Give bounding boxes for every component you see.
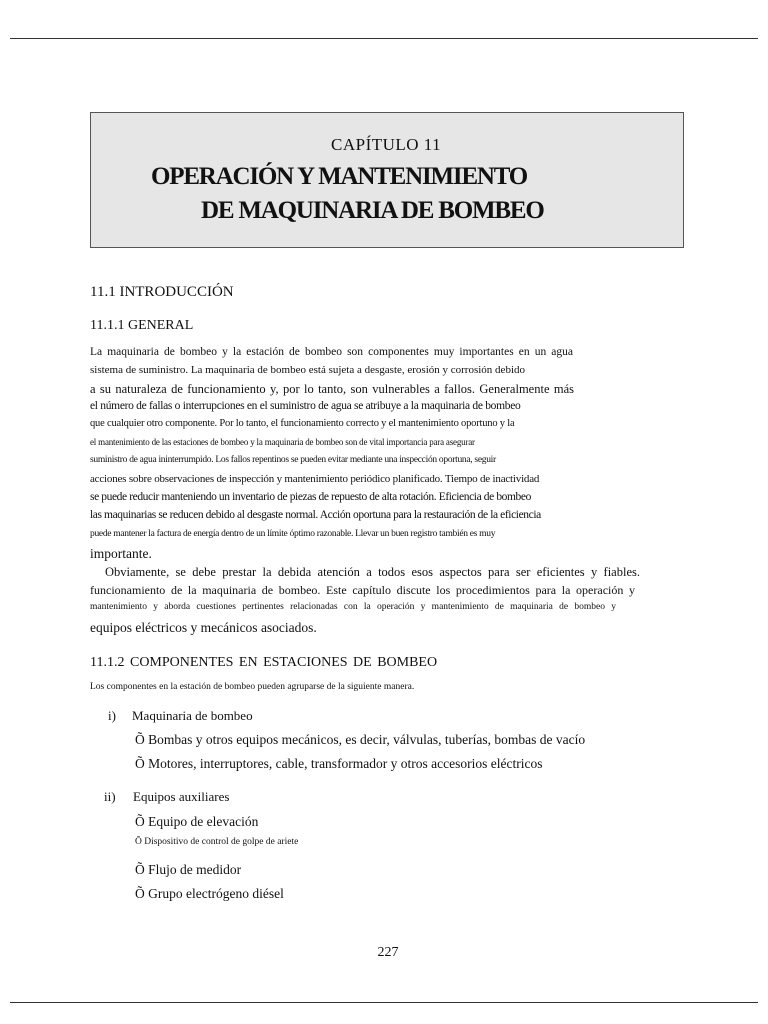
list-item: Õ Bombas y otros equipos mecánicos, es decir, válvulas, tuberías, bombas de vacío bbox=[135, 732, 586, 747]
list-item: Õ Dispositivo de control de golpe de ariete bbox=[135, 837, 299, 847]
subsection-heading-general: 11.1.1 GENERAL bbox=[90, 318, 194, 333]
paragraph-line: importante. bbox=[90, 546, 152, 561]
paragraph-line: se puede reducir manteniendo un inventario de piezas de repuesto de alta rotación. Eficiencia de bombeo bbox=[90, 491, 531, 503]
paragraph-line: puede mantener la factura de energía dentro de un límite óptimo razonable. Llevar un buen registro también es muy bbox=[90, 529, 496, 539]
list-item: Õ Grupo electrógeno diésel bbox=[135, 886, 284, 901]
paragraph-line: sistema de suministro. La maquinaria de bombeo está sujeta a desgaste, erosión y corrosión debido bbox=[90, 364, 525, 376]
paragraph-line: las maquinarias se reducen debido al desgaste normal. Acción oportuna para la restauración de la eficiencia bbox=[90, 509, 541, 521]
list-item: Õ Equipo de elevación bbox=[135, 814, 259, 829]
list-marker: i) bbox=[108, 708, 116, 723]
paragraph-line: acciones sobre observaciones de inspección y mantenimiento periódico planificado. Tiempo de inactividad bbox=[90, 473, 540, 485]
list-item: Õ Flujo de medidor bbox=[135, 862, 242, 877]
chapter-title-box bbox=[90, 112, 684, 248]
top-rule bbox=[10, 38, 758, 39]
bottom-rule bbox=[10, 1002, 758, 1003]
paragraph-line: mantenimiento y aborda cuestiones pertinentes relacionadas con la operación y mantenimiento de maquinaria de bombeo y bbox=[90, 602, 616, 612]
components-intro: Los componentes en la estación de bombeo pueden agruparse de la siguiente manera. bbox=[90, 682, 415, 692]
group-label: Equipos auxiliares bbox=[133, 789, 230, 804]
paragraph-line: Obviamente, se debe prestar la debida atención a todos esos aspectos para ser eficientes y fiables. bbox=[105, 565, 640, 579]
paragraph-line: suministro de agua ininterrumpido. Los fallos repentinos se pueden evitar mediante una inspección oportuna, seguir bbox=[90, 455, 496, 465]
list-marker: ii) bbox=[104, 789, 116, 804]
paragraph-line: La maquinaria de bombeo y la estación de bombeo son componentes muy importantes en un agua bbox=[90, 346, 573, 358]
chapter-title-line-1: OPERACIÓN Y MANTENIMIENTO bbox=[151, 163, 528, 190]
page-number: 227 bbox=[377, 945, 399, 960]
subsection-heading-components: 11.1.2 COMPONENTES EN ESTACIONES DE BOMBEO bbox=[90, 655, 438, 670]
group-label: Maquinaria de bombeo bbox=[132, 708, 253, 723]
paragraph-line: equipos eléctricos y mecánicos asociados. bbox=[90, 620, 317, 635]
chapter-title-line-2: DE MAQUINARIA DE BOMBEO bbox=[201, 197, 544, 224]
paragraph-line: funcionamiento de la maquinaria de bombeo. Este capítulo discute los procedimientos para la operación y bbox=[90, 583, 635, 597]
paragraph-line: el número de fallas o interrupciones en el suministro de agua se atribuye a la maquinaria de bombeo bbox=[90, 400, 521, 412]
paragraph-line: el mantenimiento de las estaciones de bombeo y la maquinaria de bombeo son de vital importancia para asegurar bbox=[90, 437, 475, 447]
list-item: Õ Motores, interruptores, cable, transformador y otros accesorios eléctricos bbox=[135, 756, 543, 771]
section-heading: 11.1 INTRODUCCIÓN bbox=[90, 284, 234, 300]
paragraph-line: a su naturaleza de funcionamiento y, por lo tanto, son vulnerables a fallos. Generalmente más bbox=[90, 382, 574, 396]
chapter-label: CAPÍTULO 11 bbox=[331, 135, 442, 154]
paragraph-line: que cualquier otro componente. Por lo tanto, el funcionamiento correcto y el mantenimiento oportuno y la bbox=[90, 418, 515, 429]
